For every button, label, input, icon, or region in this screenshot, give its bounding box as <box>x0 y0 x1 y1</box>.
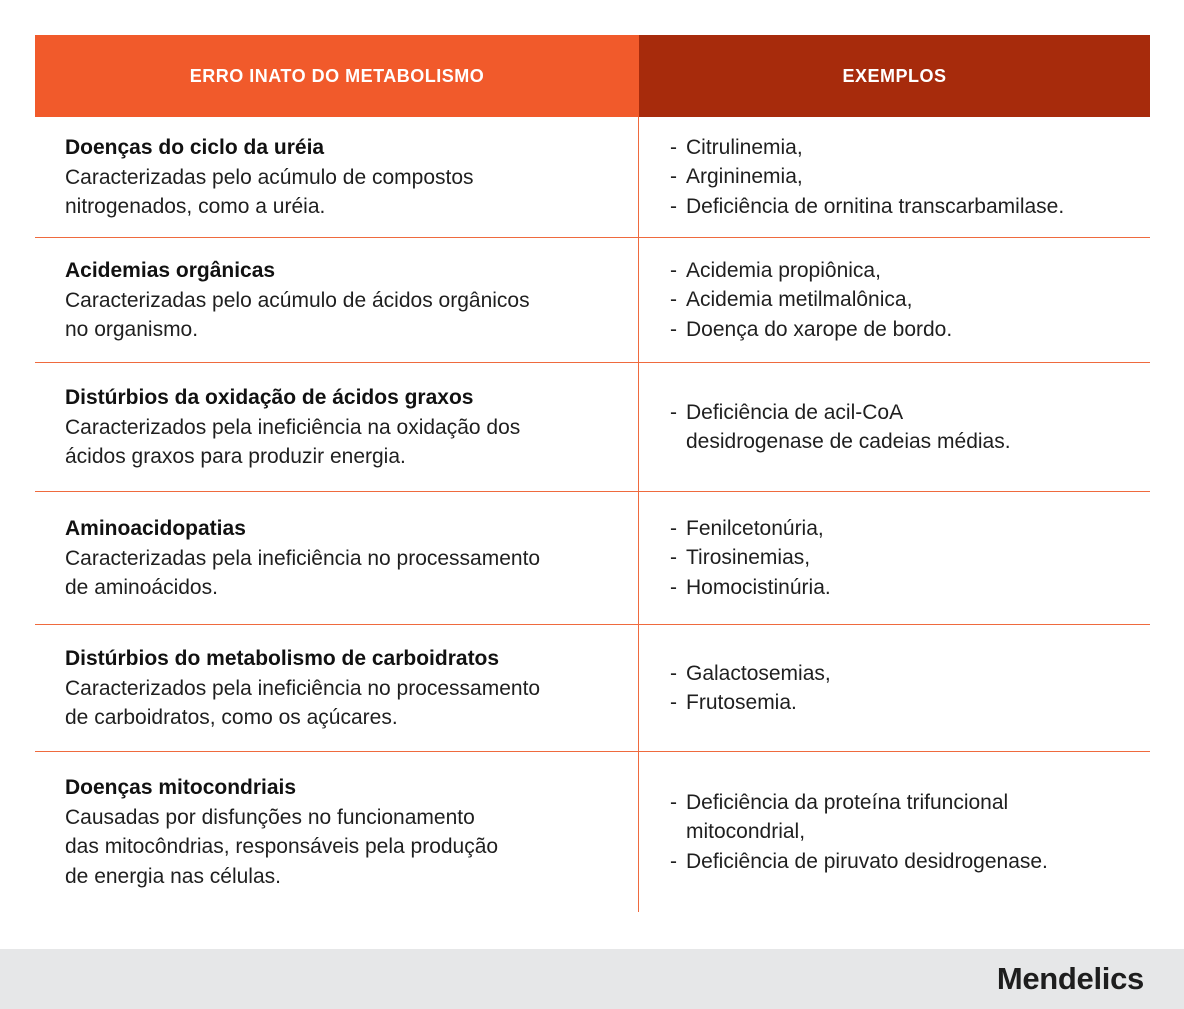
header-exemplos: EXEMPLOS <box>639 35 1150 117</box>
examples-list <box>670 788 1140 877</box>
table-row <box>35 363 1150 492</box>
condition-title: Doenças mitocondriais <box>65 775 297 799</box>
example-item: - Deficiência de piruvato desidrogenase. <box>670 849 1048 873</box>
condition-cell <box>35 117 639 237</box>
example-item: - Acidemia propiônica, <box>670 258 881 282</box>
example-item: - Argininemia, <box>670 165 803 189</box>
condition-cell <box>35 625 639 751</box>
examples-cell <box>639 752 1150 912</box>
example-item: - Fenilcetonúria, <box>670 516 824 540</box>
condition-description: Caracterizadas pela ineficiência no processamento de aminoácidos. <box>65 546 541 599</box>
examples-list <box>670 659 1140 718</box>
example-item: - Frutosemia. <box>670 691 797 714</box>
condition-title: Distúrbios do metabolismo de carboidratos <box>65 646 500 670</box>
example-item: - Galactosemias, <box>670 661 831 685</box>
example-item: - Homocistinúria. <box>670 575 831 599</box>
table-row <box>35 752 1150 912</box>
condition-cell <box>35 238 639 362</box>
condition-description: Caracterizadas pelo acúmulo de compostos nitrogenados, como a uréia. <box>65 165 474 218</box>
condition-title: Distúrbios da oxidação de ácidos graxos <box>65 385 474 409</box>
example-item: - Deficiência de acil-CoA desidrogenase de cadeias médias. <box>670 400 1011 453</box>
footer-bar <box>0 949 1184 1009</box>
examples-cell <box>639 625 1150 751</box>
condition-title: Doenças do ciclo da uréia <box>65 135 325 159</box>
condition-title: Aminoacidopatias <box>65 516 246 540</box>
examples-list <box>670 256 1140 345</box>
example-item: - Deficiência da proteína trifuncional mitocondrial, <box>670 790 1009 844</box>
examples-cell <box>639 363 1150 491</box>
example-item: - Acidemia metilmalônica, <box>670 288 913 312</box>
condition-title: Acidemias orgânicas <box>65 258 276 282</box>
metabolism-table <box>35 35 1150 912</box>
examples-cell <box>639 117 1150 237</box>
table-row <box>35 625 1150 752</box>
examples-list <box>670 398 1140 457</box>
table-row <box>35 117 1150 238</box>
condition-description: Causadas por disfunções no funcionamento das mitocôndrias, responsáveis pela produção de energia nas células. <box>65 805 499 888</box>
condition-description: Caracterizados pela ineficiência no processamento de carboidratos, como os açúcares. <box>65 676 541 729</box>
examples-list <box>670 133 1140 222</box>
table-row <box>35 238 1150 363</box>
table-row <box>35 492 1150 625</box>
example-item: - Deficiência de ornitina transcarbamilase. <box>670 194 1065 218</box>
brand-logo: Mendelics <box>996 961 1144 996</box>
condition-description: Caracterizados pela ineficiência na oxidação dos ácidos graxos para produzir energia. <box>65 415 521 468</box>
table-header <box>35 35 1150 117</box>
example-item: - Doença do xarope de bordo. <box>670 317 953 341</box>
example-item: - Citrulinemia, <box>670 135 803 159</box>
header-erro-inato: ERRO INATO DO METABOLISMO <box>35 35 639 117</box>
condition-cell <box>35 363 639 491</box>
condition-cell <box>35 492 639 624</box>
examples-list <box>670 514 1140 603</box>
examples-cell <box>639 492 1150 624</box>
condition-cell <box>35 752 639 912</box>
examples-cell <box>639 238 1150 362</box>
condition-description: Caracterizadas pelo acúmulo de ácidos orgânicos no organismo. <box>65 288 530 341</box>
example-item: - Tirosinemias, <box>670 546 811 570</box>
